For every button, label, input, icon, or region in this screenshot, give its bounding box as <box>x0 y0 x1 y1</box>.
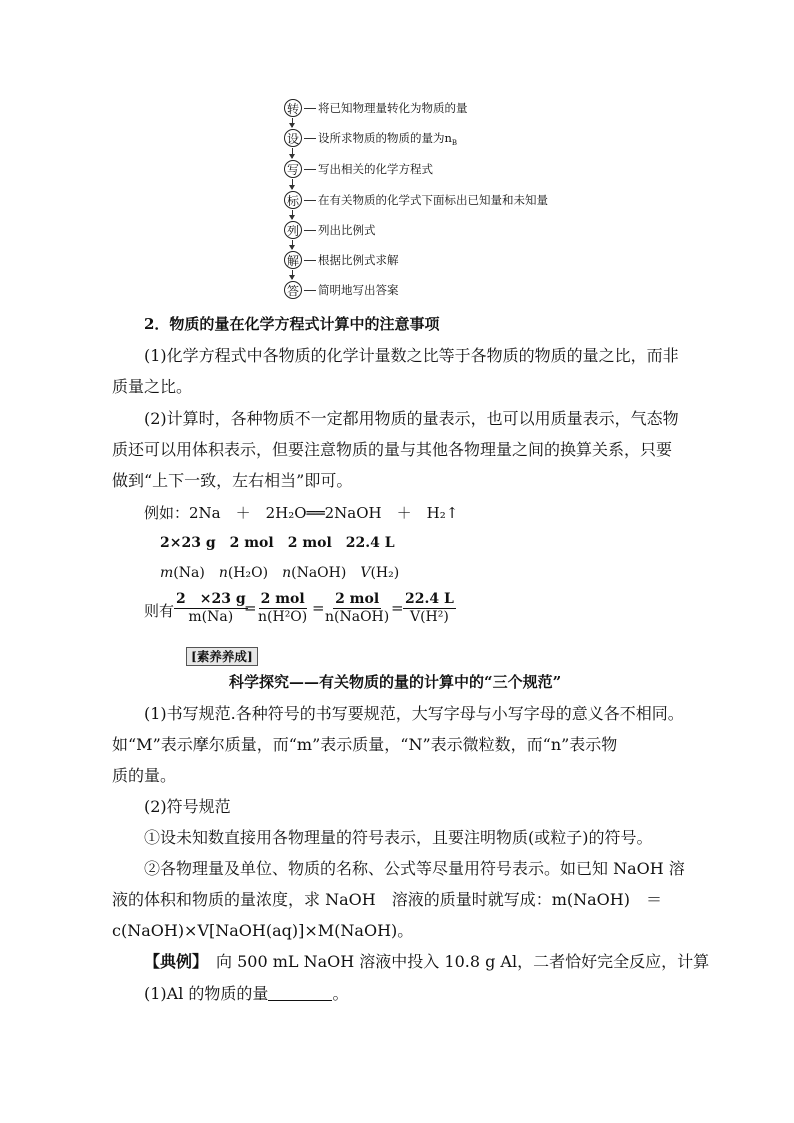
ratio-fraction <box>323 591 391 626</box>
step-text: 列出比例式 <box>318 223 376 237</box>
paragraph-line: 如“M”表示摩尔质量，而“m”表示质量，“N”表示微粒数，而“n”表示物 <box>112 735 618 754</box>
paragraph-line: (1)书写规范.各种符号的书写要规范，大写字母与小写字母的意义各不相同。 <box>144 704 684 723</box>
flow-step-solve <box>284 250 399 270</box>
down-arrow-icon <box>292 148 293 158</box>
down-arrow-icon <box>292 210 293 219</box>
flow-step-answer <box>284 280 399 300</box>
symbol-text: (Na) <box>173 565 219 581</box>
flow-step-list <box>284 220 376 240</box>
equals-sign: = <box>312 599 325 617</box>
connector-dash <box>304 290 316 291</box>
then-label: 则有 <box>144 602 175 620</box>
step-text: 将已知物理量转化为物质的量 <box>318 101 468 115</box>
typical-problem <box>144 952 709 972</box>
symbol-n: n <box>218 565 228 581</box>
symbol-m: m <box>160 565 174 581</box>
problem-label: 【典例】 <box>144 952 201 971</box>
equals-sign: = <box>244 599 257 617</box>
symbol-text: (H₂O) <box>227 565 283 581</box>
connector-dash <box>304 200 316 201</box>
example-quantities-row: 2×23 g 2 mol 2 mol 22.4 L <box>160 535 395 551</box>
fraction-numerator: 2 mol <box>260 591 305 607</box>
equals-sign: = <box>391 599 404 617</box>
ratio-fraction <box>403 591 456 626</box>
flow-step-convert <box>284 98 468 118</box>
flow-step-mark <box>284 190 548 210</box>
literacy-tag: [素养养成] <box>186 647 258 666</box>
question-end: 。 <box>332 984 349 1003</box>
answer-blank[interactable] <box>268 986 332 1001</box>
chemical-equation: 2Na ＋ 2H₂O══2NaOH ＋ H₂↑ <box>189 504 459 522</box>
example-equation <box>144 503 458 523</box>
step-circle: 标 <box>284 191 302 209</box>
step-text: 简明地写出答案 <box>318 283 399 297</box>
paragraph-line: 液的体积和物质的量浓度，求 NaOH 溶液的质量时就写成：m(NaOH) ＝ <box>112 890 662 909</box>
fraction-numerator: 2 ×23 g <box>176 591 246 607</box>
down-arrow-icon <box>292 118 293 127</box>
section-heading: 2．物质的量在化学方程式计算中的注意事项 <box>144 315 440 333</box>
step-circle: 设 <box>284 129 302 147</box>
example-lead: 例如： <box>144 504 190 522</box>
connector-dash <box>304 230 316 231</box>
ratio-fraction <box>256 591 309 626</box>
symbol-v: V <box>360 565 371 581</box>
example-symbols-row <box>160 563 399 583</box>
fraction-denominator: n(NaOH) <box>325 609 390 625</box>
symbol-text: (NaOH) <box>291 565 361 581</box>
fraction-denominator: m(Na) <box>188 609 234 625</box>
flow-step-write <box>284 159 433 179</box>
paragraph-line: (2)计算时，各种物质不一定都用物质的量表示，也可以用质量表示，气态物 <box>144 409 679 428</box>
step-circle: 列 <box>284 221 302 239</box>
fraction-denominator: n(H²O) <box>258 609 308 625</box>
fraction-numerator: 2 mol <box>335 591 380 607</box>
step-circle: 解 <box>284 251 302 269</box>
paragraph-line: (1)化学方程式中各物质的化学计量数之比等于各物质的物质的量之比，而非 <box>144 346 679 365</box>
step-text: 根据比例式求解 <box>318 253 399 267</box>
paragraph-line: (2)符号规范 <box>144 797 231 816</box>
step-text: 写出相关的化学方程式 <box>318 162 433 176</box>
paragraph-line: 质的量。 <box>112 766 177 785</box>
fraction-denominator: V(H²) <box>409 609 449 625</box>
down-arrow-icon <box>292 270 293 279</box>
ratio-fraction <box>174 591 248 626</box>
paragraph-line: 质还可以用体积表示，但要注意物质的量与其他各物理量之间的换算关系，只要 <box>112 440 673 459</box>
connector-dash <box>304 169 316 170</box>
step-text: 设所求物质的物质的量为$n_B$ <box>318 131 458 147</box>
paragraph-line: ②各物理量及单位、物质的名称、公式等尽量用符号表示。如已知 NaOH 溶 <box>144 859 685 878</box>
step-circle: 答 <box>284 281 302 299</box>
fraction-numerator: 22.4 L <box>405 591 454 607</box>
paragraph-line: 质量之比。 <box>112 377 193 396</box>
connector-dash <box>304 108 316 109</box>
symbol-text: (H₂) <box>370 565 400 581</box>
step-circle: 写 <box>284 160 302 178</box>
step-text: 在有关物质的化学式下面标出已知量和未知量 <box>318 193 548 207</box>
question-1 <box>144 984 348 1004</box>
connector-dash <box>304 138 316 139</box>
down-arrow-icon <box>292 179 293 189</box>
connector-dash <box>304 260 316 261</box>
paragraph-line: 做到“上下一致，左右相当”即可。 <box>112 471 353 490</box>
section-title: 科学探究——有关物质的量的计算中的“三个规范” <box>229 673 562 691</box>
problem-text: 向 500 mL NaOH 溶液中投入 10.8 g Al，二者恰好完全反应，计算 <box>200 952 710 971</box>
down-arrow-icon <box>292 240 293 249</box>
paragraph-line: ①设未知数直接用各物理量的符号表示，且要注明物质(或粒子)的符号。 <box>144 828 653 847</box>
flow-step-assume <box>284 128 457 148</box>
step-circle: 转 <box>284 99 302 117</box>
paragraph-line: c(NaOH)×V[NaOH(aq)]×M(NaOH)。 <box>112 921 414 940</box>
question-text: (1)Al 的物质的量 <box>144 984 269 1003</box>
symbol-n: n <box>282 565 292 581</box>
